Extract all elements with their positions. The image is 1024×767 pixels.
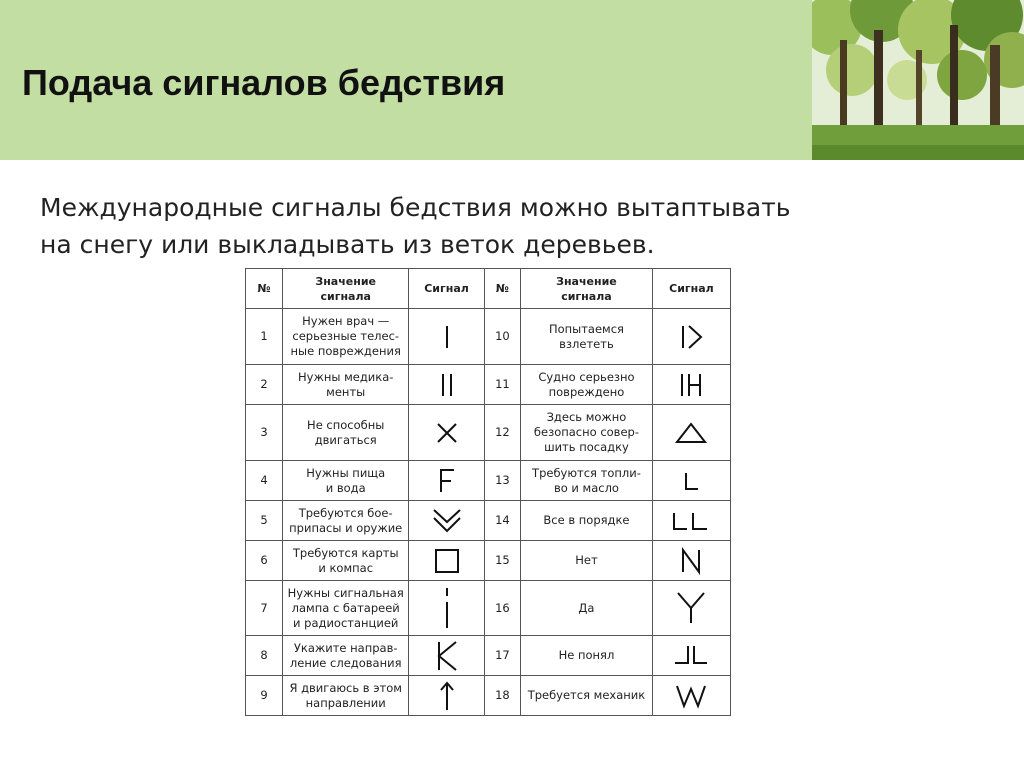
intro-line-1: Международные сигналы бедствия можно вытаптывать [40,193,791,222]
row-meaning: Не понял [521,636,653,676]
forest-photo [812,0,1024,160]
row-meaning: Нужны сигнальная лампа с батареей и радиостанцией [283,581,409,636]
table-row [246,636,731,676]
jl-icon [669,641,713,671]
double-chevron-icon [430,506,464,536]
row-number: 9 [246,676,283,716]
table-row [246,581,731,636]
row-number: 6 [246,541,283,581]
row-meaning: Требуются карты и компас [283,541,409,581]
single-bar-icon [432,322,462,352]
row-number: 17 [484,636,520,676]
row-number: 16 [484,581,520,636]
table-row [246,405,731,461]
n-icon [676,546,706,576]
x-icon [432,418,462,448]
row-number: 8 [246,636,283,676]
row-number: 14 [484,501,520,541]
row-meaning: Судно серьезно повреждено [521,365,653,405]
row-meaning: Да [521,581,653,636]
double-bar-icon [432,370,462,400]
row-number: 12 [484,405,520,461]
row-meaning: Здесь можно безопасно совер- шить посадку [521,405,653,461]
row-number: 10 [484,309,520,365]
slide-title: Подача сигналов бедствия [22,62,506,103]
table-row [246,309,731,365]
triangle-icon [674,418,708,448]
row-meaning: Нужен врач — серьезные телес- ные повреждения [283,309,409,365]
title-band [0,0,812,160]
header-num: № [484,269,520,309]
double-l-icon [669,506,713,536]
k-icon [432,640,462,672]
row-number: 18 [484,676,520,716]
row-meaning: Нужны пища и вода [283,461,409,501]
table-row [246,541,731,581]
header-meaning: Значение сигнала [521,269,653,309]
bar-triangle-icon [676,322,706,352]
intro-text [40,189,980,263]
header-meaning: Значение сигнала [283,269,409,309]
table-row [246,501,731,541]
row-meaning: Нужны медика- менты [283,365,409,405]
row-meaning: Попытаемся взлететь [521,309,653,365]
y-icon [674,590,708,626]
row-number: 3 [246,405,283,461]
header-num: № [246,269,283,309]
table-row [246,676,731,716]
table-row [246,365,731,405]
row-number: 13 [484,461,520,501]
row-meaning: Требуются топли- во и масло [521,461,653,501]
row-number: 1 [246,309,283,365]
square-icon [432,546,462,576]
signals-table [245,268,731,716]
intro-line-2: на снегу или выкладывать из веток деревьев. [40,230,655,259]
row-meaning: Требуется механик [521,676,653,716]
bar-h-icon [676,370,706,400]
header-signal: Сигнал [409,269,484,309]
row-number: 4 [246,461,283,501]
row-meaning: Нет [521,541,653,581]
row-number: 15 [484,541,520,581]
row-number: 7 [246,581,283,636]
row-meaning: Не способны двигаться [283,405,409,461]
broken-bar-icon [432,586,462,630]
table-row [246,461,731,501]
row-meaning: Я двигаюсь в этом направлении [283,676,409,716]
row-number: 5 [246,501,283,541]
row-meaning: Требуются бое- припасы и оружие [283,501,409,541]
header-signal: Сигнал [652,269,730,309]
l-icon [676,466,706,496]
row-number: 11 [484,365,520,405]
table-header-row [246,269,731,309]
row-meaning: Все в порядке [521,501,653,541]
f-icon [432,466,462,496]
up-arrow-icon [432,680,462,712]
row-number: 2 [246,365,283,405]
row-meaning: Укажите направ- ление следования [283,636,409,676]
w-icon [673,681,709,711]
